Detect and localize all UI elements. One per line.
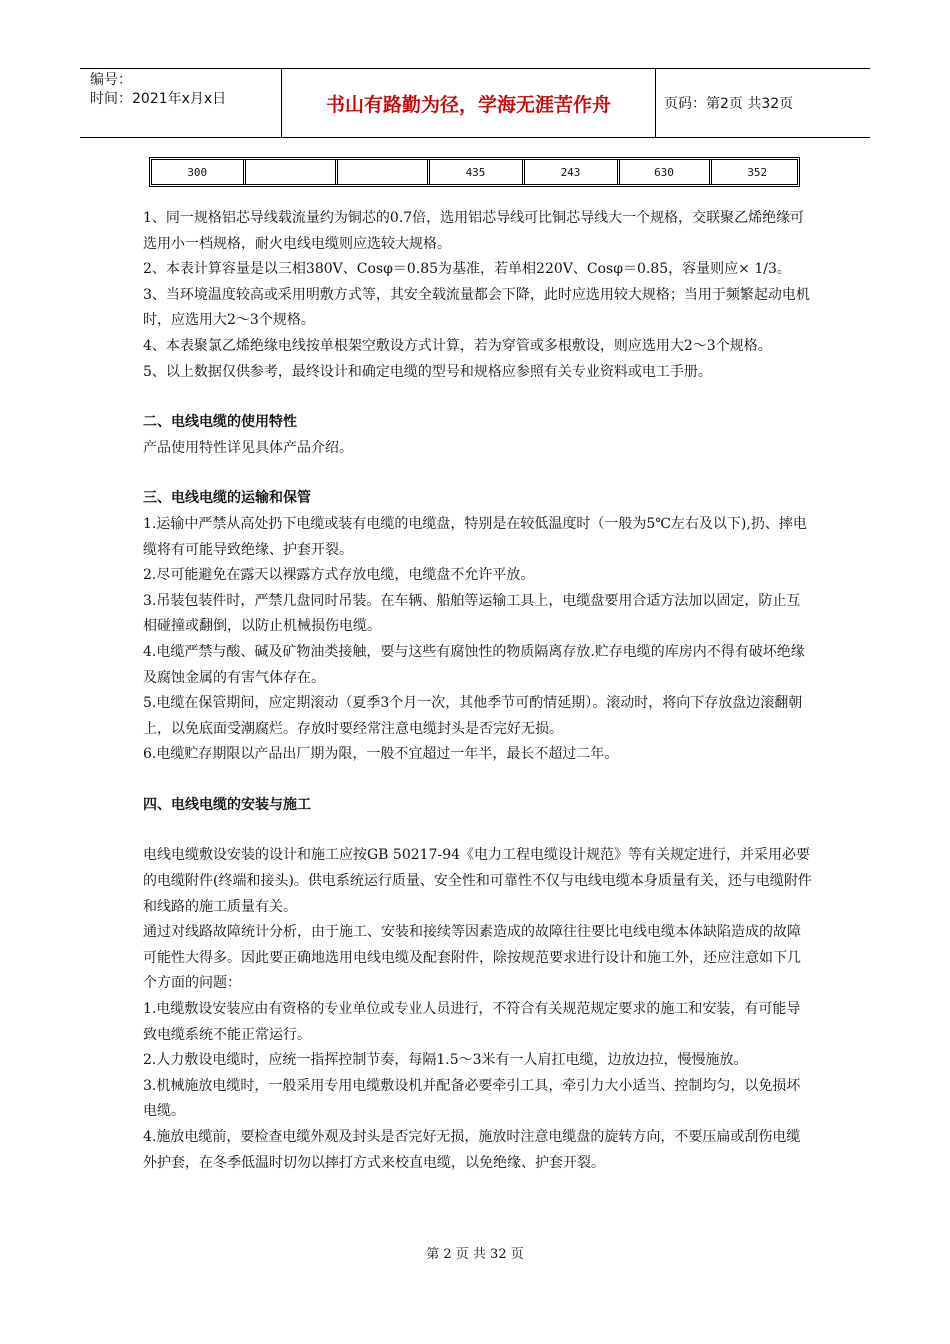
table-cell bbox=[336, 160, 428, 184]
note-item: 5、以上数据仅供参考，最终设计和确定电缆的型号和规格应参照有关专业资料或电工手册。 bbox=[143, 363, 712, 380]
doc-time-label: 时间：2021年x月x日 bbox=[90, 91, 227, 107]
note-item: 3、当环境温度较高或采用明敷方式等，其安全载流量都会下降，此时应选用较大规格；当用于频繁起动电机时，应选用大2～3个规格。 bbox=[143, 286, 810, 329]
header-page-label: 页码：第2页 共32页 bbox=[664, 96, 794, 112]
note-item: 4、本表聚氯乙烯绝缘电线按单根架空敷设方式计算，若为穿管或多根敷设，则应选用大2～3个规格。 bbox=[143, 337, 772, 354]
table-cell: 243 bbox=[523, 160, 618, 184]
table-cell: 435 bbox=[428, 160, 523, 184]
list-item: 6.电缆贮存期限以产品出厂期为限，一般不宜超过一年半，最长不超过二年。 bbox=[143, 746, 619, 763]
header-motto: 书山有路勤为径，学海无涯苦作舟 bbox=[282, 69, 656, 137]
note-item: 2、本表计算容量是以三相380V、Cosφ＝0.85为基准，若单相220V、Cosφ＝0.85，容量则应× 1/3。 bbox=[143, 261, 791, 278]
list-item: 1.运输中严禁从高处扔下电缆或装有电缆的电缆盘，特别是在较低温度时（一般为5℃左右及以下),扔、摔电缆将有可能导致绝缘、护套开裂。 bbox=[143, 515, 807, 558]
paragraph: 电线电缆敷设安装的设计和施工应按GB 50217-94《电力工程电缆设计规范》等有关规定进行，并采用必要的电缆附件(终端和接头)。供电系统运行质量、安全性和可靠性不仅与电线电缆本身质量有关，还与电缆附件和线路的施工质量有关。 bbox=[143, 847, 812, 915]
list-item: 4.施放电缆前，要检查电缆外观及封头是否完好无损，施放时注意电缆盘的旋转方向，不要压扁或刮伤电缆外护套，在冬季低温时切勿以摔打方式来校直电缆，以免绝缘、护套开裂。 bbox=[143, 1129, 801, 1171]
list-item: 1.电缆敷设安装应由有资格的专业单位或专业人员进行，不符合有关规范规定要求的施工和安装，有可能导致电缆系统不能正常运行。 bbox=[143, 1001, 801, 1043]
page-footer: 第 2 页 共 32 页 bbox=[426, 1247, 524, 1262]
section-heading: 三、电线电缆的运输和保管 bbox=[143, 490, 311, 507]
list-item: 5.电缆在保管期间，应定期滚动（夏季3个月一次，其他季节可酌情延期）。滚动时，将向下存放盘边滚翻朝上，以免底面受潮腐烂。存放时要经常注意电缆封头是否完好无损。 bbox=[143, 695, 803, 737]
note-item: 1、同一规格铝芯导线载流量约为铜芯的0.7倍，选用铝芯导线可比铜芯导线大一个规格，交联聚乙烯绝缘可选用小一档规格，耐火电线电缆则应选较大规格。 bbox=[143, 210, 805, 252]
table-cell bbox=[244, 160, 336, 184]
paragraph: 通过对线路故障统计分析，由于施工、安装和接续等因素造成的故障往往要比电线电缆本体缺陷造成的故障可能性大得多。因此要正确地选用电线电缆及配套附件，除按规范要求进行设计和施工外，还应注意如下几个方面的问题： bbox=[143, 924, 801, 992]
table-cell: 352 bbox=[710, 160, 803, 184]
page-header bbox=[80, 68, 870, 138]
table-cell: 300 bbox=[187, 165, 208, 179]
table-cell: 630 bbox=[618, 160, 710, 184]
section-text: 产品使用特性详见具体产品介绍。 bbox=[143, 439, 353, 456]
list-item: 2.人力敷设电缆时，应统一指挥控制节奏，每隔1.5～3米有一人肩扛电缆，边放边拉，慢慢施放。 bbox=[143, 1052, 748, 1069]
list-item: 4.电缆严禁与酸、碱及矿物油类接触，要与这些有腐蚀性的物质隔离存放.贮存电缆的库房内不得有破坏绝缘及腐蚀金属的有害气体存在。 bbox=[143, 643, 805, 686]
list-item: 3.机械施放电缆时，一般采用专用电缆敷设机并配备必要牵引工具，牵引力大小适当、控制均匀，以免损坏电缆。 bbox=[143, 1077, 801, 1120]
list-item: 3.吊装包装件时，严禁几盘同时吊装。在车辆、船舶等运输工具上，电缆盘要用合适方法加以固定，防止互相碰撞或翻倒，以防止机械损伤电缆。 bbox=[143, 592, 801, 635]
header-meta bbox=[80, 69, 282, 137]
section-heading: 二、电线电缆的使用特性 bbox=[143, 414, 297, 431]
data-table bbox=[149, 157, 800, 187]
section-heading: 四、电线电缆的安装与施工 bbox=[143, 796, 311, 813]
table-row bbox=[152, 160, 803, 184]
document-body bbox=[143, 206, 813, 1176]
doc-number-label: 编号： bbox=[90, 72, 132, 88]
list-item: 2.尽可能避免在露天以裸露方式存放电缆，电缆盘不允许平放。 bbox=[143, 567, 535, 584]
